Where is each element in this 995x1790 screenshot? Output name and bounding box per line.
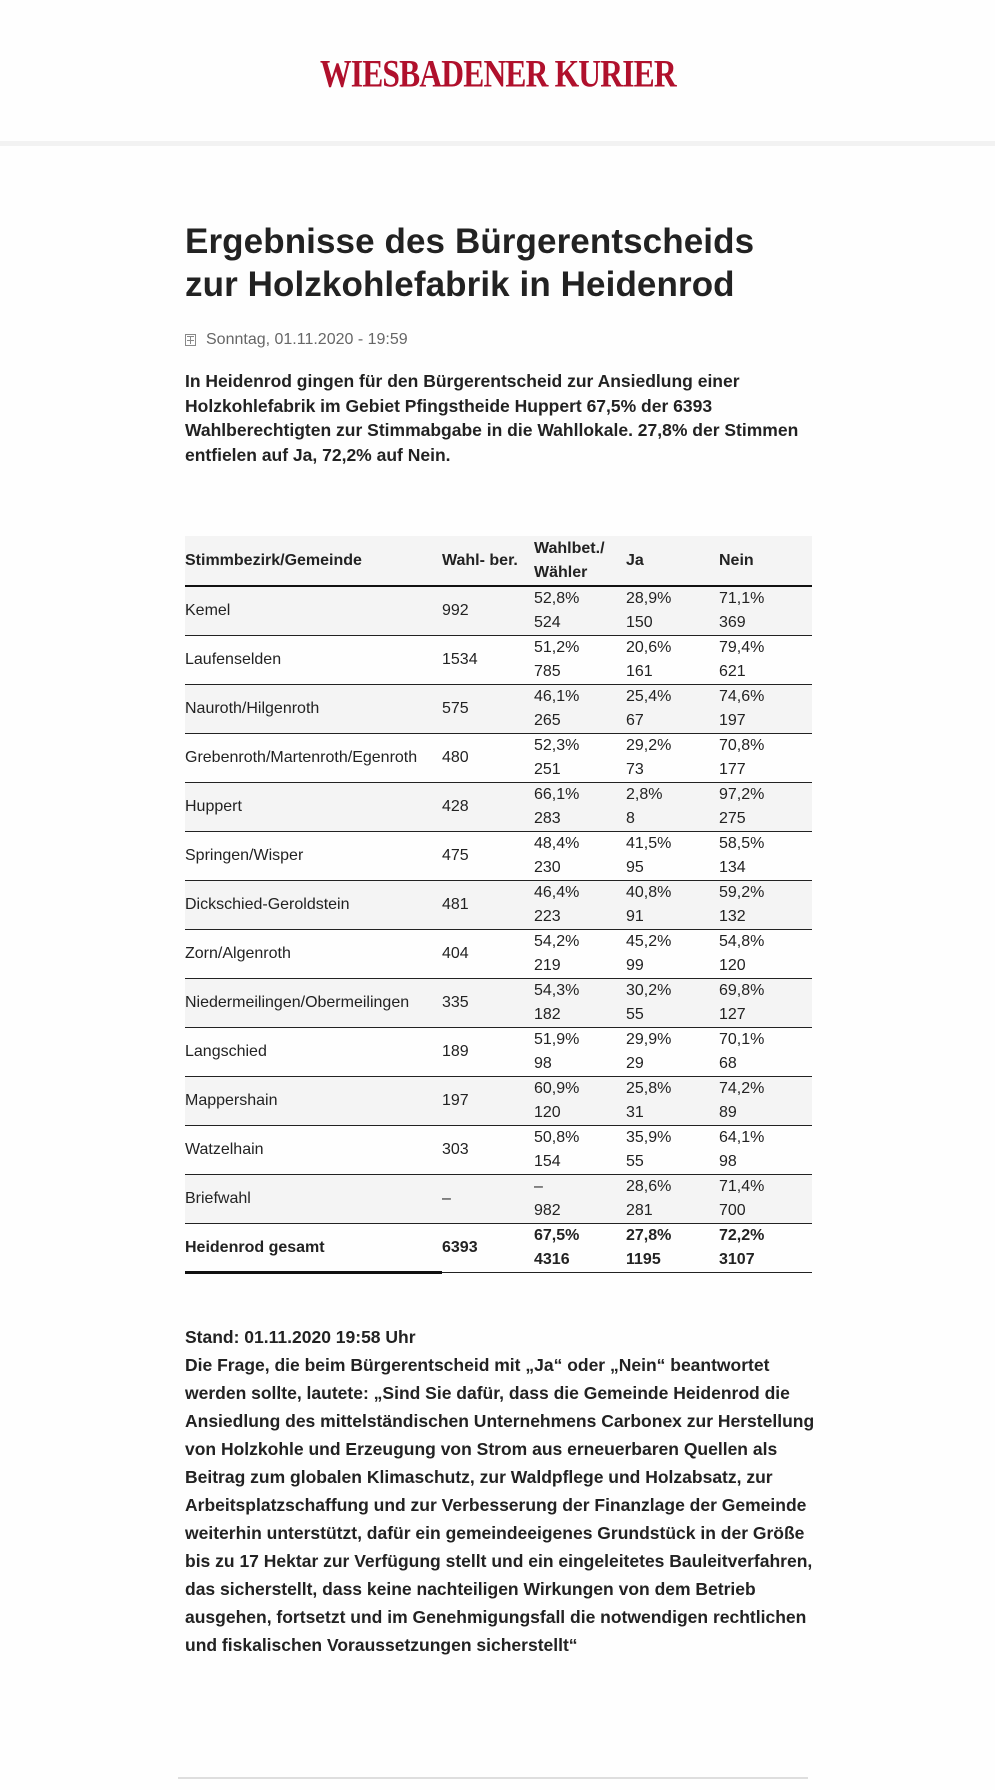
cell-wahlbet — [534, 1028, 626, 1077]
cell-nein — [719, 586, 812, 636]
publish-date: Sonntag, 01.11.2020 - 19:59 — [206, 331, 408, 348]
cell-nein — [719, 783, 812, 832]
cell-ja — [626, 685, 719, 734]
cell-nein-percent: 70,8% — [719, 737, 765, 754]
cell-nein — [719, 1224, 812, 1273]
cell-stimmbezirk: Zorn/Algenroth — [185, 930, 442, 979]
cell-wahlbet-count: 4316 — [534, 1251, 570, 1268]
cell-ja — [626, 783, 719, 832]
cell-wahlbet-percent: 52,8% — [534, 590, 580, 607]
calendar-icon — [185, 334, 196, 346]
cell-ja-percent: 25,4% — [626, 688, 672, 705]
cell-nein-count: 68 — [719, 1055, 737, 1072]
cell-ja — [626, 1077, 719, 1126]
cell-stimmbezirk: Langschied — [185, 1028, 442, 1077]
cell-ja-percent: 41,5% — [626, 835, 672, 852]
header-ja: Ja — [626, 536, 719, 586]
table-row — [185, 734, 812, 783]
cell-stimmbezirk: Briefwahl — [185, 1175, 442, 1224]
table-row — [185, 586, 812, 636]
cell-nein — [719, 734, 812, 783]
cell-ja — [626, 881, 719, 930]
table-row — [185, 783, 812, 832]
cell-nein-count: 89 — [719, 1104, 737, 1121]
cell-wahlbet-count: 283 — [534, 810, 561, 827]
cell-ja-percent: 20,6% — [626, 639, 672, 656]
cell-wahlber: 303 — [442, 1126, 534, 1175]
cell-nein-count: 177 — [719, 761, 746, 778]
cell-wahlbet-count: 251 — [534, 761, 561, 778]
cell-wahlbet-percent: 52,3% — [534, 737, 580, 754]
cell-wahlber: 475 — [442, 832, 534, 881]
cell-nein-count: 98 — [719, 1153, 737, 1170]
cell-nein — [719, 832, 812, 881]
cell-wahlber: – — [442, 1175, 534, 1224]
cell-nein — [719, 1175, 812, 1224]
cell-wahlber: 575 — [442, 685, 534, 734]
article-lead: In Heidenrod gingen für den Bürgerentscheid zur Ansiedlung einer Holzkohlefabrik im Gebiet Pfingstheide Huppert 67,5% der 6393 Wahlberechtigten zur Stimmabgabe in die Wahllokale. 27,8% der Stimmen entfielen auf Ja, 72,2% auf Nein. — [185, 371, 799, 465]
cell-ja-percent: 29,2% — [626, 737, 672, 754]
table-header-row — [185, 536, 812, 586]
cell-nein-percent: 54,8% — [719, 933, 765, 950]
cell-wahlbet — [534, 881, 626, 930]
cell-stimmbezirk: Grebenroth/Martenroth/Egenroth — [185, 734, 442, 783]
cell-ja — [626, 1175, 719, 1224]
cell-ja-count: 150 — [626, 614, 653, 631]
cell-wahlbet-percent: 46,1% — [534, 688, 580, 705]
cell-ja — [626, 636, 719, 685]
stand-timestamp: Stand: 01.11.2020 19:58 Uhr — [185, 1327, 416, 1347]
masthead — [0, 0, 995, 142]
cell-ja-percent: 45,2% — [626, 933, 672, 950]
header-wahlber — [442, 536, 534, 586]
header-nein: Nein — [719, 536, 812, 586]
table-row — [185, 930, 812, 979]
site-logo[interactable]: WIESBADENER KURIER — [320, 52, 676, 96]
article-meta — [185, 330, 815, 350]
cell-wahlber: 1534 — [442, 636, 534, 685]
cell-ja-percent: 28,6% — [626, 1178, 672, 1195]
cell-nein-percent: 71,1% — [719, 590, 765, 607]
cell-ja-count: 67 — [626, 712, 644, 729]
cell-stimmbezirk: Watzelhain — [185, 1126, 442, 1175]
article — [185, 220, 815, 467]
table-row — [185, 832, 812, 881]
cell-wahlbet — [534, 1224, 626, 1273]
cell-ja-count: 161 — [626, 663, 653, 680]
cell-stimmbezirk: Niedermeilingen/Obermeilingen — [185, 979, 442, 1028]
referendum-question: Die Frage, die beim Bürgerentscheid mit „Ja“ oder „Nein“ beantwortet werden sollte, lautete: „Sind Sie dafür, dass die Gemeinde Heidenrod die Ansiedlung des mittelständischen Unternehmens Carbonex zur Herstellung von Holzkohle und Erzeugung von Strom aus erneuerbaren Quellen als Beitrag zum globalen Klimaschutz, zur Waldpflege und Holzabsatz, zur Arbeitsplatzschaffung und zur Verbesserung der Finanzlage der Gemeinde weiterhin unterstützt, dafür ein gemeindeeigenes Grundstück in der Größe bis zu 17 Hektar zur Verfügung stellt und ein eingeleitetes Bauleitverfahren, das sicherstellt, dass keine nachteiligen Wirkungen von dem Betrieb ausgehen, fortsetzt und im Genehmigungsfall die notwendigen rechtlichen und fiskalischen Voraussetzungen sicherstellt“ — [185, 1355, 815, 1655]
cell-ja-percent: 2,8% — [626, 786, 663, 803]
cell-ja-percent: 27,8% — [626, 1227, 672, 1244]
cell-wahlbet-count: 98 — [534, 1055, 552, 1072]
cell-stimmbezirk: Huppert — [185, 783, 442, 832]
cell-wahlbet-percent: 51,2% — [534, 639, 580, 656]
cell-ja — [626, 1028, 719, 1077]
cell-wahlbet — [534, 979, 626, 1028]
cell-nein-percent: 79,4% — [719, 639, 765, 656]
header-stimmbezirk: Stimmbezirk/Gemeinde — [185, 536, 442, 586]
header-wahlbet-line2: Wähler — [534, 563, 588, 581]
cell-nein-count: 700 — [719, 1202, 746, 1219]
cell-wahlbet — [534, 783, 626, 832]
cell-nein-count: 134 — [719, 859, 746, 876]
cell-ja-percent: 35,9% — [626, 1129, 672, 1146]
cell-wahlbet — [534, 832, 626, 881]
results-table — [185, 536, 812, 1274]
cell-ja-count: 8 — [626, 810, 635, 827]
cell-wahlbet — [534, 1126, 626, 1175]
cell-wahlbet — [534, 1175, 626, 1224]
cell-wahlbet-percent: 54,3% — [534, 982, 580, 999]
cell-wahlbet-percent: 46,4% — [534, 884, 580, 901]
masthead-divider — [0, 141, 995, 146]
article-title: Ergebnisse des Bürgerentscheids zur Holzkohlefabrik in Heidenrod — [185, 222, 755, 304]
cell-wahlber: 480 — [442, 734, 534, 783]
cell-nein-count: 120 — [719, 957, 746, 974]
cell-wahlbet-count: 785 — [534, 663, 561, 680]
header-wahlbet-line1: Wahlbet./ — [534, 539, 605, 557]
cell-stimmbezirk: Laufenselden — [185, 636, 442, 685]
cell-ja — [626, 586, 719, 636]
table-row — [185, 1077, 812, 1126]
cell-stimmbezirk: Springen/Wisper — [185, 832, 442, 881]
cell-wahlbet-count: 219 — [534, 957, 561, 974]
cell-wahlbet-count: 154 — [534, 1153, 561, 1170]
table-row — [185, 881, 812, 930]
cell-wahlbet — [534, 734, 626, 783]
cell-ja — [626, 979, 719, 1028]
cell-nein-percent: 71,4% — [719, 1178, 765, 1195]
footer-divider — [178, 1777, 808, 1779]
cell-ja-percent: 28,9% — [626, 590, 672, 607]
cell-ja-count: 99 — [626, 957, 644, 974]
cell-wahlber: 481 — [442, 881, 534, 930]
cell-ja-count: 281 — [626, 1202, 653, 1219]
cell-wahlbet — [534, 636, 626, 685]
cell-nein-percent: 59,2% — [719, 884, 765, 901]
cell-stimmbezirk: Kemel — [185, 586, 442, 636]
cell-wahlber: 189 — [442, 1028, 534, 1077]
cell-nein — [719, 1077, 812, 1126]
cell-wahlbet — [534, 586, 626, 636]
cell-wahlbet-count: 223 — [534, 908, 561, 925]
cell-wahlbet-percent: 66,1% — [534, 786, 580, 803]
cell-nein — [719, 979, 812, 1028]
cell-nein-percent: 58,5% — [719, 835, 765, 852]
cell-wahlbet-percent: 54,2% — [534, 933, 580, 950]
cell-nein-percent: 72,2% — [719, 1227, 765, 1244]
cell-ja-count: 73 — [626, 761, 644, 778]
cell-ja — [626, 1126, 719, 1175]
cell-wahlber: 428 — [442, 783, 534, 832]
cell-nein-count: 621 — [719, 663, 746, 680]
cell-ja-count: 55 — [626, 1006, 644, 1023]
cell-wahlbet-count: 182 — [534, 1006, 561, 1023]
cell-nein — [719, 685, 812, 734]
cell-ja — [626, 734, 719, 783]
cell-ja-percent: 30,2% — [626, 982, 672, 999]
cell-wahlbet-percent: 48,4% — [534, 835, 580, 852]
question-section — [185, 1323, 815, 1659]
cell-nein — [719, 881, 812, 930]
cell-wahlbet — [534, 685, 626, 734]
table-row — [185, 636, 812, 685]
cell-nein — [719, 636, 812, 685]
cell-nein-count: 275 — [719, 810, 746, 827]
cell-wahlbet-count: 265 — [534, 712, 561, 729]
cell-nein-count: 369 — [719, 614, 746, 631]
cell-wahlber: 404 — [442, 930, 534, 979]
cell-nein-percent: 74,2% — [719, 1080, 765, 1097]
cell-wahlbet-percent: 60,9% — [534, 1080, 580, 1097]
cell-ja-count: 31 — [626, 1104, 644, 1121]
cell-ja-count: 95 — [626, 859, 644, 876]
cell-stimmbezirk: Heidenrod gesamt — [185, 1224, 442, 1273]
cell-ja-count: 55 — [626, 1153, 644, 1170]
cell-wahlbet-percent: 50,8% — [534, 1129, 580, 1146]
table-row — [185, 1028, 812, 1077]
table-row — [185, 1175, 812, 1224]
cell-wahlber: 992 — [442, 586, 534, 636]
cell-ja-count: 29 — [626, 1055, 644, 1072]
cell-nein — [719, 930, 812, 979]
cell-wahlbet — [534, 1077, 626, 1126]
cell-ja-count: 1195 — [626, 1251, 661, 1268]
header-wahlber-line2: ber. — [489, 551, 518, 569]
table-row — [185, 979, 812, 1028]
cell-wahlbet-count: 230 — [534, 859, 561, 876]
cell-ja-percent: 40,8% — [626, 884, 672, 901]
cell-nein-percent: 64,1% — [719, 1129, 765, 1146]
cell-ja-percent: 25,8% — [626, 1080, 672, 1097]
cell-ja — [626, 832, 719, 881]
cell-nein-count: 197 — [719, 712, 746, 729]
cell-wahlbet-count: 120 — [534, 1104, 561, 1121]
cell-wahlbet-count: 524 — [534, 614, 561, 631]
cell-nein-percent: 70,1% — [719, 1031, 765, 1048]
cell-nein — [719, 1028, 812, 1077]
cell-nein-count: 127 — [719, 1006, 746, 1023]
table-row — [185, 1126, 812, 1175]
table-row-total — [185, 1224, 812, 1273]
cell-stimmbezirk: Dickschied-Geroldstein — [185, 881, 442, 930]
cell-wahlbet-percent: 51,9% — [534, 1031, 580, 1048]
cell-wahlber: 335 — [442, 979, 534, 1028]
cell-nein-count: 132 — [719, 908, 746, 925]
cell-wahlber: 197 — [442, 1077, 534, 1126]
cell-wahlbet-percent: 67,5% — [534, 1227, 580, 1244]
cell-ja-count: 91 — [626, 908, 644, 925]
cell-nein-count: 3107 — [719, 1251, 755, 1268]
cell-stimmbezirk: Mappershain — [185, 1077, 442, 1126]
cell-nein-percent: 74,6% — [719, 688, 765, 705]
cell-nein-percent: 69,8% — [719, 982, 765, 999]
cell-stimmbezirk: Nauroth/Hilgenroth — [185, 685, 442, 734]
cell-nein — [719, 1126, 812, 1175]
table-row — [185, 685, 812, 734]
cell-wahlbet-count: 982 — [534, 1202, 561, 1219]
cell-wahlber: 6393 — [442, 1224, 534, 1273]
header-wahlbet — [534, 536, 626, 586]
cell-ja-percent: 29,9% — [626, 1031, 672, 1048]
cell-ja — [626, 1224, 719, 1273]
cell-wahlbet-percent: – — [534, 1178, 543, 1195]
cell-wahlbet — [534, 930, 626, 979]
cell-nein-percent: 97,2% — [719, 786, 765, 803]
header-wahlber-line1: Wahl- — [442, 551, 485, 569]
cell-ja — [626, 930, 719, 979]
